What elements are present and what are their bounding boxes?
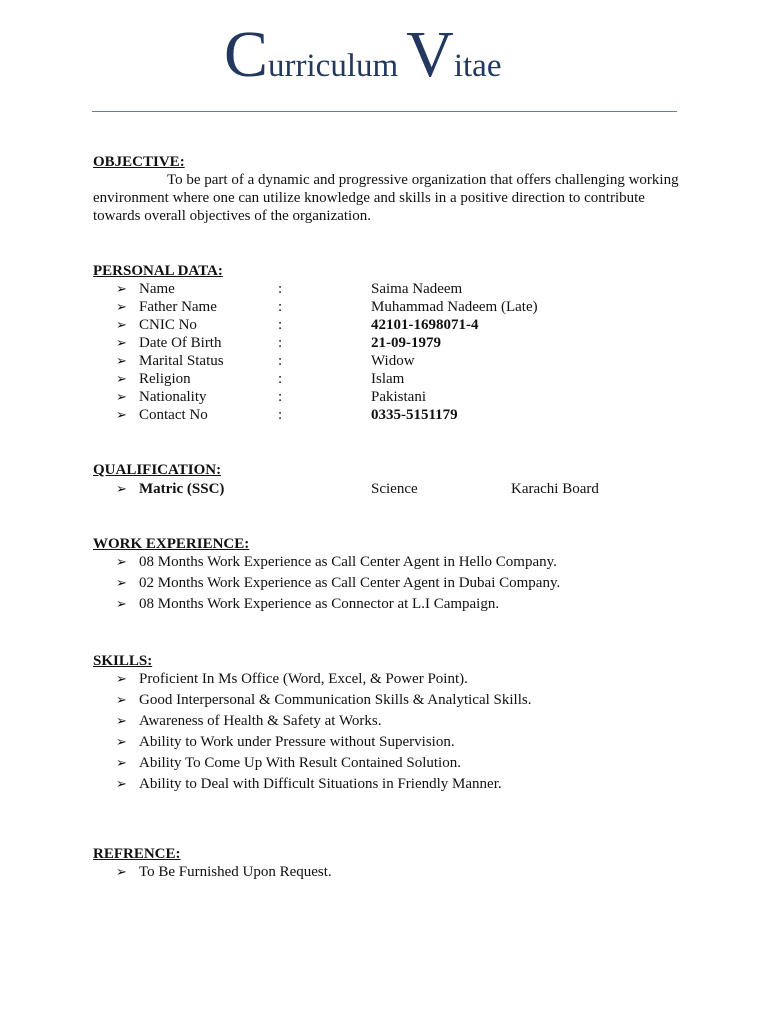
title-initial-2: V [406,18,454,91]
field-value: Widow [371,353,415,369]
field-label: CNIC No [139,317,197,333]
field-value: Islam [371,371,405,387]
qualification-board: Karachi Board [511,481,599,497]
qualification-heading: QUALIFICATION: [93,462,222,478]
title-rest-2: itae [453,48,502,84]
document-title [224,18,502,91]
field-value: Pakistani [371,389,426,405]
field-separator: : [278,389,283,405]
reference-heading: REFRENCE: [93,846,181,862]
field-separator: : [278,353,283,369]
bullet-arrow-icon: ➢ [116,671,127,686]
skill-item-text: Good Interpersonal & Communication Skills & Analytical Skills. [139,692,532,708]
skill-item-text: Ability to Deal with Difficult Situations in Friendly Manner. [139,776,502,792]
bullet-arrow-icon: ➢ [116,281,127,296]
bullet-arrow-icon: ➢ [116,734,127,749]
field-label: Name [139,281,175,297]
qualification-degree: Matric (SSC) [139,481,225,497]
bullet-arrow-icon: ➢ [116,389,127,404]
field-separator: : [278,335,283,351]
bullet-arrow-icon: ➢ [116,755,127,770]
field-value: 21-09-1979 [371,335,441,351]
field-value: Saima Nadeem [371,281,463,297]
work-item-text: 02 Months Work Experience as Call Center Agent in Dubai Company. [139,575,561,591]
field-separator: : [278,281,283,297]
work-item-text: 08 Months Work Experience as Connector at L.I Campaign. [139,596,500,612]
field-value: 0335-5151179 [371,407,458,423]
field-label: Date Of Birth [139,335,222,351]
skill-item-text: Proficient In Ms Office (Word, Excel, & Power Point). [139,671,468,687]
title-divider [92,111,677,112]
bullet-arrow-icon: ➢ [116,596,127,611]
skill-item-text: Awareness of Health & Safety at Works. [139,713,382,729]
bullet-arrow-icon: ➢ [116,554,127,569]
bullet-arrow-icon: ➢ [116,371,127,386]
field-separator: : [278,299,283,315]
field-label: Marital Status [139,353,224,369]
bullet-arrow-icon: ➢ [116,776,127,791]
bullet-arrow-icon: ➢ [116,335,127,350]
bullet-arrow-icon: ➢ [116,317,127,332]
bullet-arrow-icon: ➢ [116,575,127,590]
field-label: Nationality [139,389,207,405]
field-separator: : [278,371,283,387]
skills-heading: SKILLS: [93,653,153,669]
field-label: Father Name [139,299,217,315]
bullet-arrow-icon: ➢ [116,299,127,314]
bullet-arrow-icon: ➢ [116,353,127,368]
skill-item-text: Ability to Work under Pressure without Supervision. [139,734,455,750]
bullet-arrow-icon: ➢ [116,713,127,728]
field-separator: : [278,407,283,423]
work-item-text: 08 Months Work Experience as Call Center Agent in Hello Company. [139,554,557,570]
field-label: Contact No [139,407,208,423]
field-separator: : [278,317,283,333]
qualification-group: Science [371,481,418,497]
bullet-arrow-icon: ➢ [116,407,127,422]
bullet-arrow-icon: ➢ [116,481,127,496]
title-rest-1: urriculum [268,48,399,84]
objective-heading: OBJECTIVE: [93,154,185,170]
field-label: Religion [139,371,191,387]
work-experience-heading: WORK EXPERIENCE: [93,536,250,552]
bullet-arrow-icon: ➢ [116,692,127,707]
personal-data-heading: PERSONAL DATA: [93,263,223,279]
objective-text: To be part of a dynamic and progressive organization that offers challenging working environment where one can utilize knowledge and skills in a positive direction to contribute towards overall objectives of the organization. [93,172,679,224]
field-value: Muhammad Nadeem (Late) [371,299,538,315]
bullet-arrow-icon: ➢ [116,864,127,879]
title-initial-1: C [224,18,269,91]
reference-item-text: To Be Furnished Upon Request. [139,864,332,880]
skill-item-text: Ability To Come Up With Result Contained Solution. [139,755,461,771]
field-value: 42101-1698071-4 [371,317,479,333]
